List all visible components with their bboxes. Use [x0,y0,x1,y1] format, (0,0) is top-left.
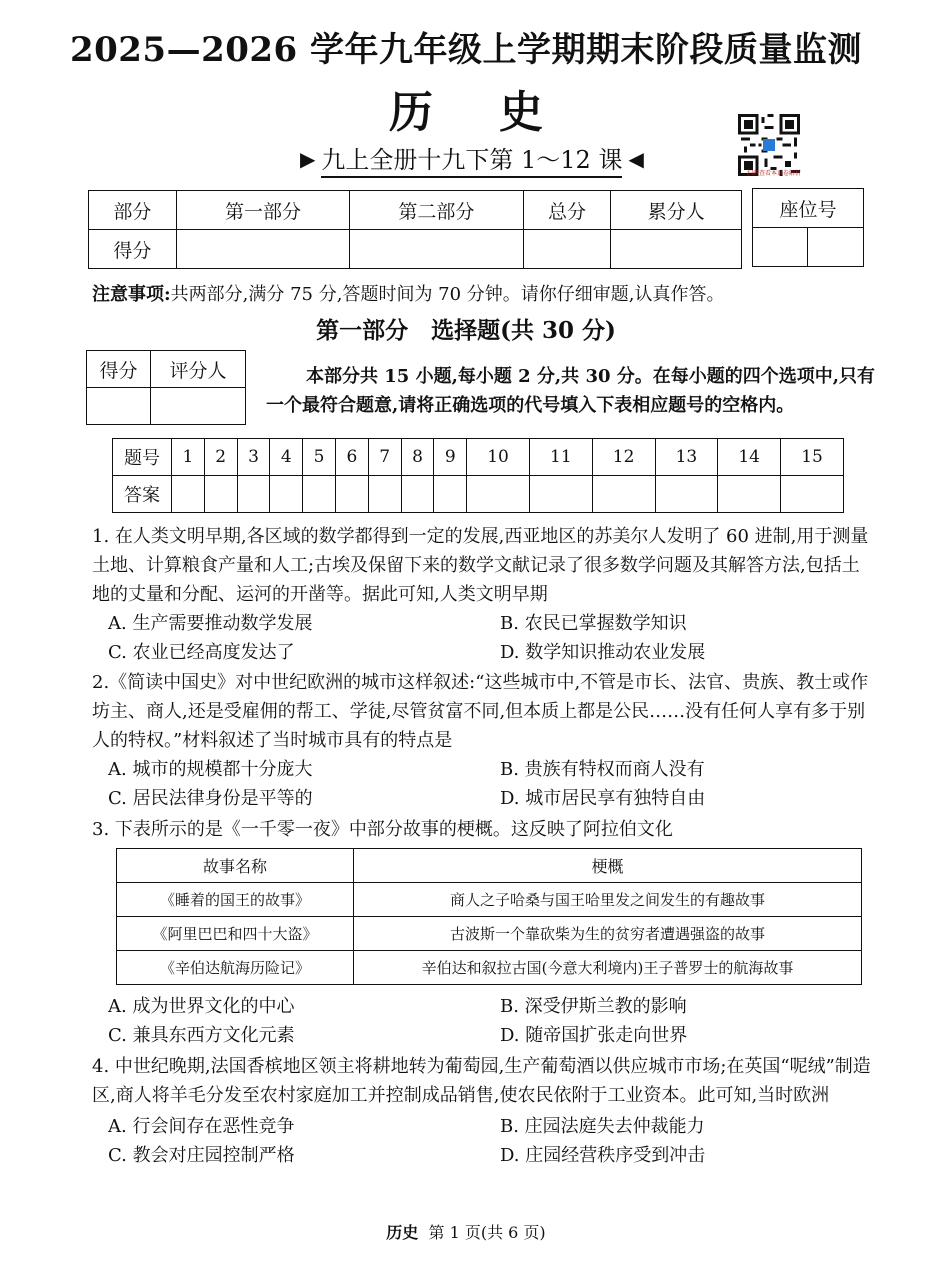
qr-caption: 扫码查看本试卷解析 [746,170,801,177]
option-d: D. 数学知识推动农业发展 [500,642,706,663]
question-4 [92,1052,872,1170]
answer-number-13: 13 [655,439,718,476]
score-cell-part2[interactable] [350,230,523,269]
answer-number-11: 11 [529,439,592,476]
exam-title: 2025—2026 学年九年级上学期期末阶段质量监测 [69,30,863,70]
answer-number-8: 8 [401,439,434,476]
option-a: A. 成为世界文化的中心 [108,996,295,1017]
score-col-tallier: 累分人 [611,191,742,230]
option-a: A. 行会间存在恶性竞争 [108,1116,295,1137]
answer-cell-7[interactable] [368,476,401,513]
score-table [88,190,742,269]
story-summary: 辛伯达和叙拉古国(今意大利境内)王子普罗士的航海故事 [354,951,862,985]
answer-cell-4[interactable] [270,476,303,513]
answer-number-9: 9 [434,439,467,476]
answer-number-2: 2 [204,439,237,476]
score-cell-total[interactable] [523,230,611,269]
exam-notice [92,280,725,306]
option-c: C. 兼具东西方文化元素 [108,1025,295,1046]
answer-cell-1[interactable] [172,476,205,513]
seat-number-label: 座位号 [753,189,864,228]
grader-person-label: 评分人 [150,351,245,388]
answer-cell-6[interactable] [335,476,368,513]
answer-number-12: 12 [592,439,655,476]
part1-title: 第一部分 选择题(共 30 分) [316,317,616,344]
answer-number-3: 3 [237,439,270,476]
option-c: C. 教会对庄园控制严格 [108,1145,295,1166]
page-number: 第 1 页(共 6 页) [428,1223,546,1242]
notice-label: 注意事项: [92,284,171,305]
answer-cell-12[interactable] [592,476,655,513]
story-header-name: 故事名称 [117,849,354,883]
answer-cell-10[interactable] [467,476,530,513]
subject-title: 历史 [389,87,609,138]
story-name: 《辛伯达航海历险记》 [117,951,354,985]
answer-cell-2[interactable] [204,476,237,513]
question-3-stem: 3. 下表所示的是《一千零一夜》中部分故事的梗概。这反映了阿拉伯文化 [92,819,673,840]
option-d: D. 城市居民享有独特自由 [500,788,706,809]
left-triangle-icon: ◀ [628,147,644,171]
answer-cell-15[interactable] [781,476,844,513]
option-a: A. 城市的规模都十分庞大 [108,759,313,780]
answer-number-4: 4 [270,439,303,476]
qr-code-icon [738,114,800,176]
score-col-part2: 第二部分 [350,191,523,230]
question-stem: 4. 中世纪晚期,法国香槟地区领主将耕地转为葡萄园,生产葡萄酒以供应城市市场;在英国“呢绒”制造区,商人将羊毛分发至农村家庭加工并控制成品销售,使农民依附于工业资本。此可知,当时欧洲 [92,1056,871,1106]
score-cell-tallier[interactable] [611,230,742,269]
answer-number-14: 14 [718,439,781,476]
grader-person-cell[interactable] [150,388,245,425]
answer-number-5: 5 [303,439,336,476]
question-3-options [92,992,872,1050]
score-col-part1: 第一部分 [176,191,349,230]
answer-cell-14[interactable] [718,476,781,513]
answer-number-6: 6 [335,439,368,476]
option-c: C. 农业已经高度发达了 [108,642,295,663]
option-b: B. 农民已掌握数学知识 [500,613,687,634]
answer-number-15: 15 [781,439,844,476]
answer-cell-3[interactable] [237,476,270,513]
story-summary: 古波斯一个靠砍柴为生的贫穷者遭遇强盗的故事 [354,917,862,951]
answer-cell-11[interactable] [529,476,592,513]
option-b: B. 深受伊斯兰教的影响 [500,996,687,1017]
seat-number-table [752,188,864,267]
question-stem: 2.《简读中国史》对中世纪欧洲的城市这样叙述:“这些城市中,不管是市长、法官、贵族、教士或作坊主、商人,还是受雇佣的帮工、学徒,尽管贫富不同,但本质上都是公民……没有任何人享有多于别人的特权。”材料叙述了当时城市具有的特点是 [92,672,869,751]
question-2 [92,668,872,813]
answer-cell-9[interactable] [434,476,467,513]
story-name: 《阿里巴巴和四十大盗》 [117,917,354,951]
story-header-summary: 梗概 [354,849,862,883]
answer-number-10: 10 [467,439,530,476]
grader-table [86,350,246,425]
answer-cell-8[interactable] [401,476,434,513]
answer-cell-13[interactable] [655,476,718,513]
grader-score-label: 得分 [87,351,151,388]
answer-table [112,438,844,513]
answer-label: 答案 [113,476,172,513]
score-row-label-part: 部分 [89,191,177,230]
option-c: C. 居民法律身份是平等的 [108,788,313,809]
story-name: 《睡着的国王的故事》 [117,883,354,917]
exam-scope [300,140,644,178]
option-b: B. 庄园法庭失去仲裁能力 [500,1116,705,1137]
right-triangle-icon: ▶ [300,147,316,171]
footer-subject: 历史 [386,1223,419,1242]
score-cell-part1[interactable] [176,230,349,269]
scope-text: 九上全册十九下第 1～12 课 [321,140,622,178]
score-col-total: 总分 [523,191,611,230]
option-d: D. 随帝国扩张走向世界 [500,1025,688,1046]
grader-score-cell[interactable] [87,388,151,425]
score-row-label-score: 得分 [89,230,177,269]
story-table [116,848,862,985]
option-d: D. 庄园经营秩序受到冲击 [500,1145,706,1166]
question-1 [92,522,872,667]
page-footer [0,1220,932,1243]
part1-instructions: 本部分共 15 小题,每小题 2 分,共 30 分。在每小题的四个选项中,只有一个最符合题意,请将正确选项的代号填入下表相应题号的空格内。 [266,366,876,416]
seat-number-cell[interactable] [808,228,864,267]
question-stem: 1. 在人类文明早期,各区域的数学都得到一定的发展,西亚地区的苏美尔人发明了 60 进制,用于测量土地、计算粮食产量和人工;古埃及保留下来的数学文献记录了很多数学问题及其解答方法,包括土地的丈量和分配、运河的开凿等。据此可知,人类文明早期 [92,526,869,605]
seat-number-cell[interactable] [753,228,808,267]
story-summary: 商人之子哈桑与国王哈里发之间发生的有趣故事 [354,883,862,917]
option-a: A. 生产需要推动数学发展 [108,613,313,634]
option-b: B. 贵族有特权而商人没有 [500,759,705,780]
answer-number-label: 题号 [113,439,172,476]
answer-number-7: 7 [368,439,401,476]
answer-cell-5[interactable] [303,476,336,513]
answer-number-1: 1 [172,439,205,476]
notice-text: 共两部分,满分 75 分,答题时间为 70 分钟。请你仔细审题,认真作答。 [170,284,725,305]
